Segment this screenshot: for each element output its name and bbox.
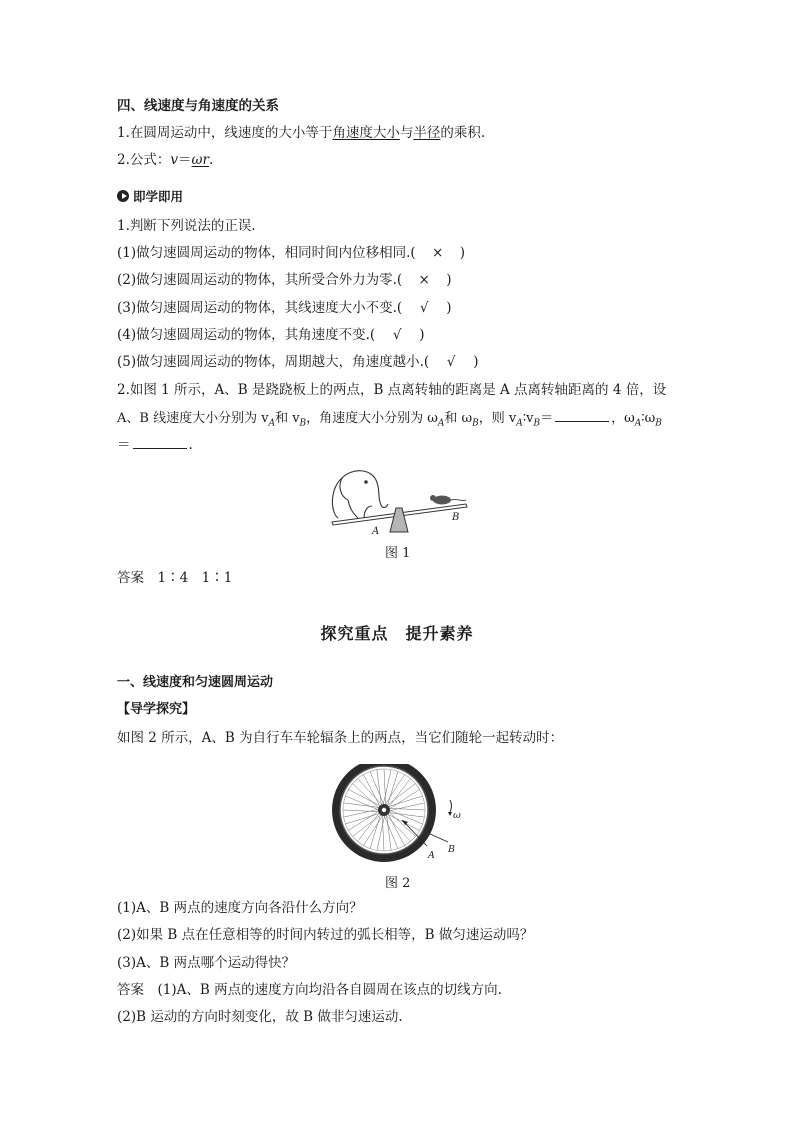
section-heading: 四、线速度与角速度的关系 — [117, 98, 279, 114]
subscript: A — [437, 418, 445, 429]
question-2-line-3 — [117, 435, 193, 454]
question-title: 1.判断下列说法的正误. — [117, 218, 256, 234]
judge-item-text: (5)做匀速圆周运动的物体，周期越大，角速度越小.( — [117, 354, 430, 370]
elephant-icon — [332, 471, 388, 518]
text-span: ) — [459, 245, 465, 261]
judge-item-text: (3)做匀速圆周运动的物体，其线速度大小不变.( — [117, 300, 403, 316]
answer-line: (2)B 运动的方向时刻变化，故 B 做非匀速运动. — [117, 1009, 403, 1025]
practice-heading-text: 即学即用 — [133, 189, 184, 204]
figure-1-caption: 图 1 — [385, 546, 411, 561]
math-var: v — [170, 152, 179, 168]
question-2-line-2 — [117, 408, 662, 433]
text-span: 与 — [399, 125, 414, 141]
judge-mark: × — [432, 245, 444, 261]
underlined-term: 角速度大小 — [332, 125, 400, 141]
text-span: 和 v — [275, 411, 300, 426]
answer-blank[interactable] — [133, 435, 187, 449]
text-span: A、B 线速度大小分别为 v — [117, 411, 269, 426]
judge-mark: √ — [419, 300, 429, 316]
text-span: 1.在圆周运动中，线速度的大小等于 — [117, 125, 333, 141]
subscript: B — [299, 418, 307, 429]
fig2-label-a: A — [428, 850, 435, 861]
subscript: B — [655, 418, 662, 429]
answer-line: 答案 (1)A、B 两点的速度方向均沿各自圆周在该点的切线方向. — [117, 982, 502, 998]
text-span: ) — [446, 300, 452, 316]
judge-item — [117, 271, 451, 289]
guide-heading: 【导学探究】 — [117, 702, 196, 717]
text-line — [117, 124, 485, 142]
subscript: A — [634, 418, 642, 429]
fig2-label-omega: ω — [453, 810, 461, 821]
judge-mark: × — [418, 272, 430, 288]
text-span: ＝ — [117, 437, 131, 453]
text-span: 的乘积. — [440, 125, 486, 141]
subscript: A — [516, 418, 523, 429]
fig1-label-b: B — [452, 512, 460, 523]
text-span: ∶v — [522, 411, 534, 426]
figure-2-wheel — [328, 764, 464, 866]
judge-item — [117, 244, 465, 262]
text-span: ) — [419, 327, 425, 343]
judge-mark: √ — [446, 354, 456, 370]
explore-question: (3)A、B 两点哪个运动得快？ — [117, 955, 296, 971]
intro-line: 如图 2 所示，A、B 为自行车车轮辐条上的两点，当它们随轮一起转动时： — [117, 730, 564, 746]
sub-heading: 一、线速度和匀速圆周运动 — [117, 675, 274, 690]
play-icon — [117, 190, 129, 202]
judge-item — [117, 353, 478, 371]
text-span: ，则 v — [478, 411, 517, 426]
fig2-label-b: B — [448, 844, 455, 855]
text-span: ∶ω — [641, 411, 656, 426]
judge-item-text: (1)做匀速圆周运动的物体，相同时间内位移相同.( — [117, 245, 416, 261]
figure-1-seesaw — [328, 460, 472, 536]
pivot-icon — [390, 508, 408, 532]
question-2-line-1: 2.如图 1 所示，A、B 是跷跷板上的两点，B 点离转轴的距离是 A 点离转轴距离的 4 倍，设 — [117, 382, 667, 398]
judge-mark: √ — [392, 327, 402, 343]
figure-2-caption: 图 2 — [385, 876, 411, 891]
text-span: 和 ω — [444, 411, 473, 426]
text-span: ＝ — [540, 411, 554, 426]
explore-question: (1)A、B 两点的速度方向各沿什么方向？ — [117, 900, 363, 916]
text-span: . — [209, 152, 214, 168]
underlined-formula: ωr — [191, 152, 209, 168]
formula-line — [117, 151, 213, 169]
subscript: B — [472, 418, 479, 429]
text-span: ，角速度大小分别为 ω — [306, 411, 438, 426]
subscript: B — [533, 418, 541, 429]
subscript: A — [268, 418, 276, 429]
judge-item-text: (2)做匀速圆周运动的物体，其所受合外力为零.( — [117, 272, 403, 288]
mouse-icon — [430, 495, 466, 505]
underlined-term: 半径 — [413, 125, 441, 141]
text-span: ) — [473, 354, 479, 370]
answer-line: 答案 1∶4 1∶1 — [117, 570, 233, 586]
answer-blank[interactable] — [555, 408, 609, 422]
judge-item-text: (4)做匀速圆周运动的物体，其角速度不变.( — [117, 327, 376, 343]
text-span: . — [188, 437, 193, 453]
fig1-label-a: A — [372, 526, 380, 536]
text-span: 2.公式： — [117, 152, 171, 168]
text-span: ＝ — [178, 152, 192, 168]
text-span: ) — [446, 272, 452, 288]
explore-question: (2)如果 B 点在任意相等的时间内转过的弧长相等，B 做匀速运动吗？ — [117, 927, 534, 943]
text-span: ，ω — [611, 411, 635, 426]
section-title: 探究重点 提升素养 — [320, 624, 474, 643]
judge-item — [117, 326, 424, 344]
practice-heading — [117, 188, 183, 206]
judge-item — [117, 299, 451, 317]
